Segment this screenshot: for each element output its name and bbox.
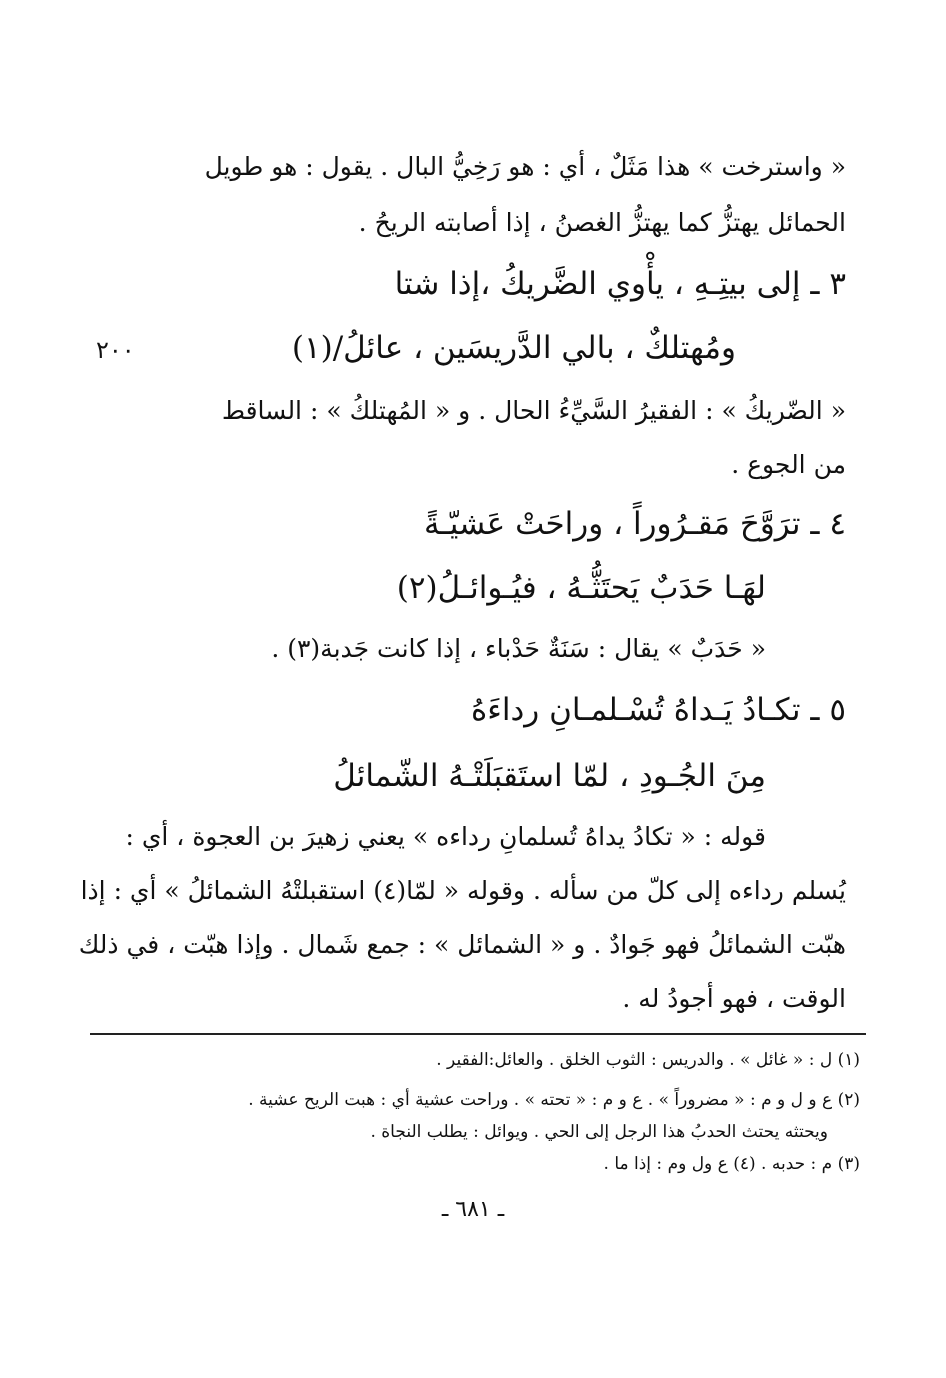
prose-line: يُسلم رداءه إلى كلّ من سأله . وقوله « لمّا(٤) استقبلتْهُ الشمائلُ » أي : إذا — [80, 876, 846, 905]
prose-line: « الضّريكُ » : الفقيرُ السَّيِّءُ الحال . و « المُهتلكُ » : الساقط — [221, 396, 846, 425]
verse-hemistich-first: ٥ ـ تكـادُ يَـداهُ تُسْـلمـانِ رداءَهُ — [471, 692, 846, 728]
prose-line: الوقت ، فهو أجودُ له . — [622, 984, 846, 1013]
footnote: (٣) م : حدبه . (٤) ع ول وم : إذا ما . — [603, 1154, 860, 1174]
verse-hemistich-second: لهَـا حَدَبٌ يَحتَثُّـهُ ، فيُـوائـلُ(٢) — [396, 570, 766, 606]
footnote: (١) ل : « غائل » . والدريس : الثوب الخلق . والعائل:الفقير . — [436, 1050, 860, 1070]
page-number: ـ ٦٨١ ـ — [441, 1197, 505, 1222]
footnote-separator — [90, 1033, 866, 1035]
prose-line: « حَدَبٌ » يقال : سَنَةٌ حَدْباء ، إذا كانت جَدبة(٣) . — [271, 634, 766, 663]
prose-line: « واسترخت » هذا مَثَلٌ ، أي : هو رَخِيُّ البال . يقول : هو طويل — [204, 152, 846, 181]
verse-hemistich-second: مِنَ الجُـودِ ، لمّا استَقبَلَتْـهُ الشّمائلُ — [333, 758, 766, 794]
footnote: ويحتثه يحتث الحدبُ هذا الرجل إلى الحي . ويوائل : يطلب النجاة . — [370, 1122, 828, 1142]
prose-line: قوله : « تكادُ يداهُ تُسلمانِ رداءه » يعني زهيرَ بن العجوة ، أي : — [125, 822, 766, 851]
prose-line: من الجوع . — [731, 450, 846, 479]
prose-line: الحمائل يهتزُّ كما يهتزُّ الغصنُ ، إذا أصابته الريحُ . — [358, 208, 846, 237]
margin-number: ٢٠٠ — [96, 336, 135, 364]
verse-hemistich-first: ٣ ـ إلى بيتِـهِ ، يأْوي الضَّريكُ ،إذا شتا — [394, 266, 846, 302]
footnote: (٢) ع و ل و م : « مضروراً » . ع و م : « تحته » . وراحت عشية أي : هبت الريح عشية . — [248, 1090, 860, 1110]
verse-hemistich-second: ومُهتلكٌ ، بالي الدَّريسَين ، عائلُ/(١) — [291, 330, 736, 366]
verse-hemistich-first: ٤ ـ ترَوَّحَ مَقـرُوراً ، وراحَتْ عَشيّـةً — [424, 506, 846, 542]
prose-line: هبّت الشمائلُ فهو جَوادٌ . و « الشمائل » : جمع شَمال . وإذا هبّت ، في ذلك — [78, 930, 846, 959]
